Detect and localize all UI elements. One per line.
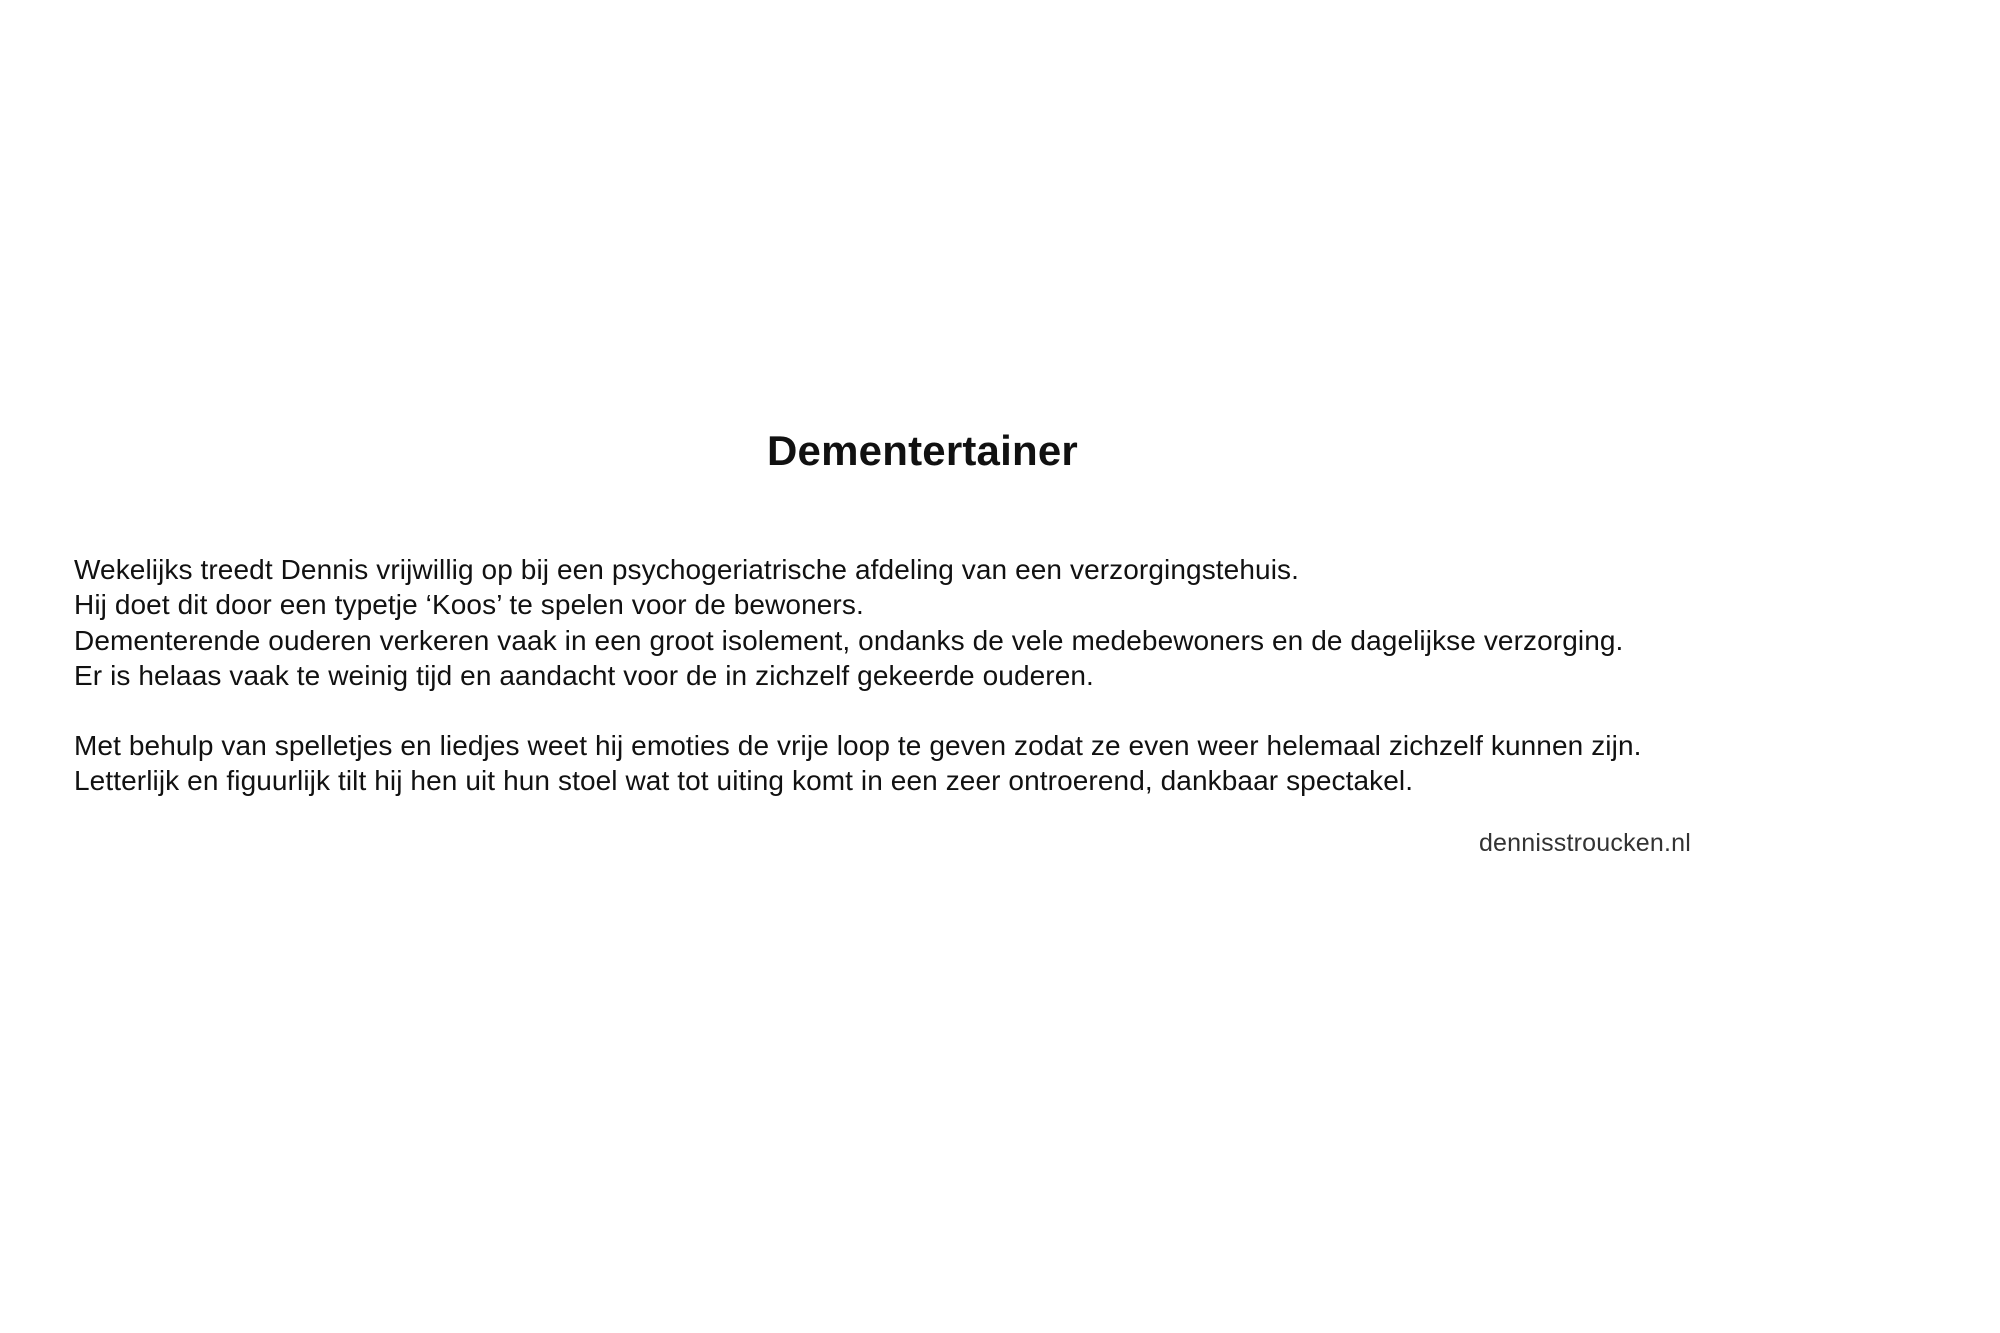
text-line: Met behulp van spelletjes en liedjes weet hij emoties de vrije loop te geven zodat ze even weer helemaal zichzelf kunnen zijn. — [74, 730, 1642, 762]
text-line: Hij doet dit door een typetje ‘Koos’ te spelen voor de bewoners. — [74, 589, 864, 621]
paragraph-intro — [74, 552, 1794, 693]
website-signature: dennisstroucken.nl — [1478, 829, 1691, 857]
text-line: Dementerende ouderen verkeren vaak in een groot isolement, ondanks de vele medebewoners en de dagelijkse verzorging. — [74, 624, 1624, 656]
page-title: Dementertainer — [767, 427, 1078, 474]
text-line: Wekelijks treedt Dennis vrijwillig op bij een psychogeriatrische afdeling van een verzorgingstehuis. — [74, 554, 1299, 585]
text-line: Er is helaas vaak te weinig tijd en aandacht voor de in zichzelf gekeerde ouderen. — [74, 659, 1094, 691]
body-text — [74, 552, 1794, 799]
text-line: Letterlijk en figuurlijk tilt hij hen uit hun stoel wat tot uiting komt in een zeer ontroerend, dankbaar spectakel. — [74, 765, 1414, 797]
paragraph-method — [74, 728, 1794, 799]
